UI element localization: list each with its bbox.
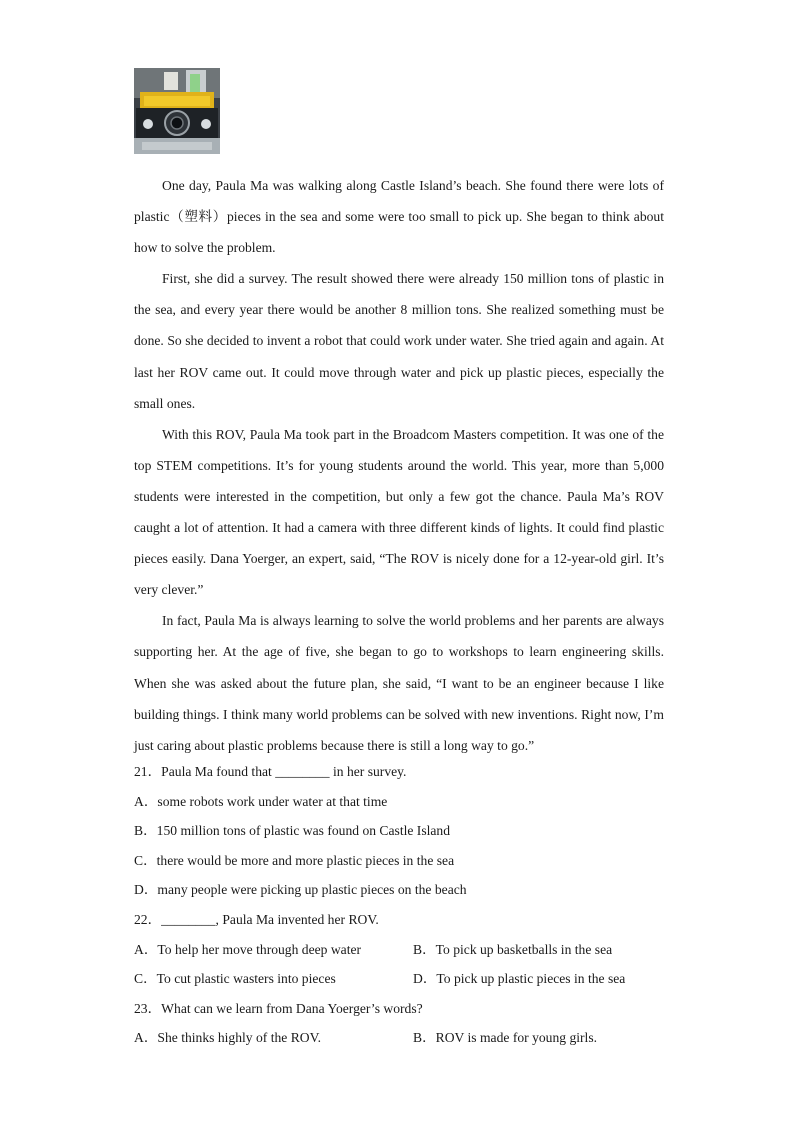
passage-paragraph-4: In fact, Paula Ma is always learning to solve the world problems and her parents are always supporting her. At the age of five, she began to go to workshops to learn engineering skills. When she was asked about the future plan, she said, “I want to be an engineer because I like building things. I think many world problems can be solved with new inventions. Right now, I’m just caring about plastic problems because there is still a long way to go.”	[134, 613, 664, 753]
question-21-option-d[interactable]: D．many people were picking up plastic pieces on the beach	[134, 882, 467, 898]
question-21-stem: 21．Paula Ma found that ________ in her survey.	[134, 764, 407, 779]
question-21-option-c[interactable]: C．there would be more and more plastic pieces in the sea	[134, 852, 455, 868]
question-22-option-a[interactable]: A．To help her move through deep water	[134, 941, 362, 957]
reading-passage	[134, 170, 664, 761]
question-22-option-d[interactable]: D．To pick up plastic pieces in the sea	[413, 971, 626, 987]
question-21-option-b[interactable]: B．150 million tons of plastic was found on Castle Island	[134, 823, 451, 839]
question-list	[134, 757, 664, 1053]
rov-photo	[134, 68, 220, 154]
question-23-stem: 23．What can we learn from Dana Yoerger’s words?	[134, 1000, 423, 1016]
passage-paragraph-3: With this ROV, Paula Ma took part in the Broadcom Masters competition. It was one of the top STEM competitions. It’s for young students around the world. This year, more than 5,000 students were interested in the competition, but only a few got the chance. Paula Ma’s ROV caught a lot of attention. It had a camera with three different kinds of lights. It could find plastic pieces easily. Dana Yoerger, an expert, said, “The ROV is nicely done for a 12-year-old girl. It’s very clever.”	[134, 426, 664, 598]
question-22-option-c[interactable]: C．To cut plastic wasters into pieces	[134, 971, 336, 987]
question-22-stem: 22．________, Paula Ma invented her ROV.	[134, 911, 379, 927]
question-23-options-row-1	[134, 1023, 664, 1053]
question-21-option-a[interactable]: A．some robots work under water at that time	[134, 793, 388, 809]
question-23-option-b[interactable]: B．ROV is made for young girls.	[413, 1030, 598, 1046]
question-22-option-b[interactable]: B．To pick up basketballs in the sea	[413, 941, 613, 957]
rov-robot-image	[134, 68, 220, 154]
question-22-options-row-1	[134, 935, 664, 965]
passage-paragraph-1: One day, Paula Ma was walking along Castle Island’s beach. She found there were lots of plastic（塑料）pieces in the sea and some were too small to pick up. She began to think about how to solve the problem.	[134, 178, 664, 256]
question-23-option-a[interactable]: A．She thinks highly of the ROV.	[134, 1030, 322, 1046]
question-22-options-row-2	[134, 964, 664, 994]
passage-paragraph-2: First, she did a survey. The result showed there were already 150 million tons of plastic in the sea, and every year there would be another 8 million tons. She realized something must be done. So she decided to invent a robot that could work under water. She tried again and again. At last her ROV came out. It could move through water and pick up plastic pieces, especially the small ones.	[134, 271, 664, 411]
